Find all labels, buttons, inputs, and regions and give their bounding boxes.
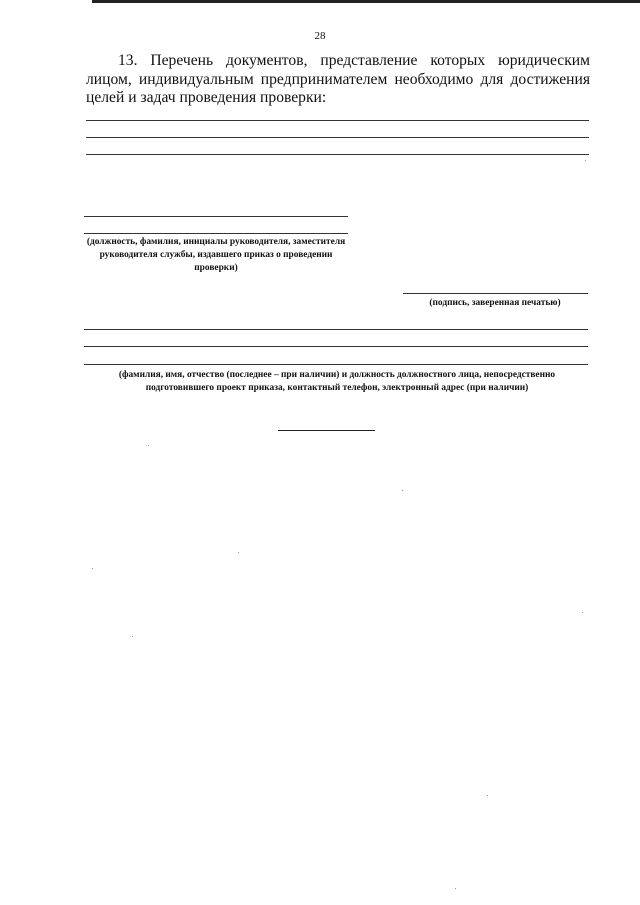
scan-speck: [132, 636, 133, 637]
page-number: 28: [314, 30, 326, 42]
preparer-line-3: [84, 364, 588, 365]
fill-line-2: [86, 137, 589, 138]
signature-line: [403, 293, 588, 294]
role-caption: (должность, фамилия, инициалы руководителя, заместителя руководителя службы, издавшего приказ о проведении проверки): [86, 237, 346, 273]
role-line-2: [84, 233, 348, 234]
role-line-1: [84, 216, 348, 217]
preparer-line-1: [84, 329, 588, 330]
fill-line-3: [86, 154, 589, 155]
scan-speck: [92, 568, 93, 569]
fill-line-1: [86, 120, 589, 121]
signature-caption: (подпись, заверенная печатью): [429, 298, 561, 308]
scan-speck: [487, 795, 488, 796]
preparer-caption: (фамилия, имя, отчество (последнее – при наличии) и должность должностного лица, непосредственно подготовившего проект приказа, контактный телефон, электронный адрес (при наличии): [118, 370, 556, 393]
scan-speck: [455, 888, 456, 889]
top-border-rule: [92, 0, 640, 3]
scan-speck: [238, 552, 239, 553]
scan-speck: [402, 490, 403, 491]
scan-speck: [582, 612, 583, 613]
item-13-text: 13. Перечень документов, представление которых юридическим лицом, индивидуальным предпринимателем необходимо для достижения целей и задач проведения проверки:: [86, 52, 590, 106]
end-of-document-rule: [278, 430, 375, 431]
preparer-line-2: [84, 346, 588, 347]
scan-speck: [148, 445, 149, 446]
scan-speck: [585, 160, 586, 161]
